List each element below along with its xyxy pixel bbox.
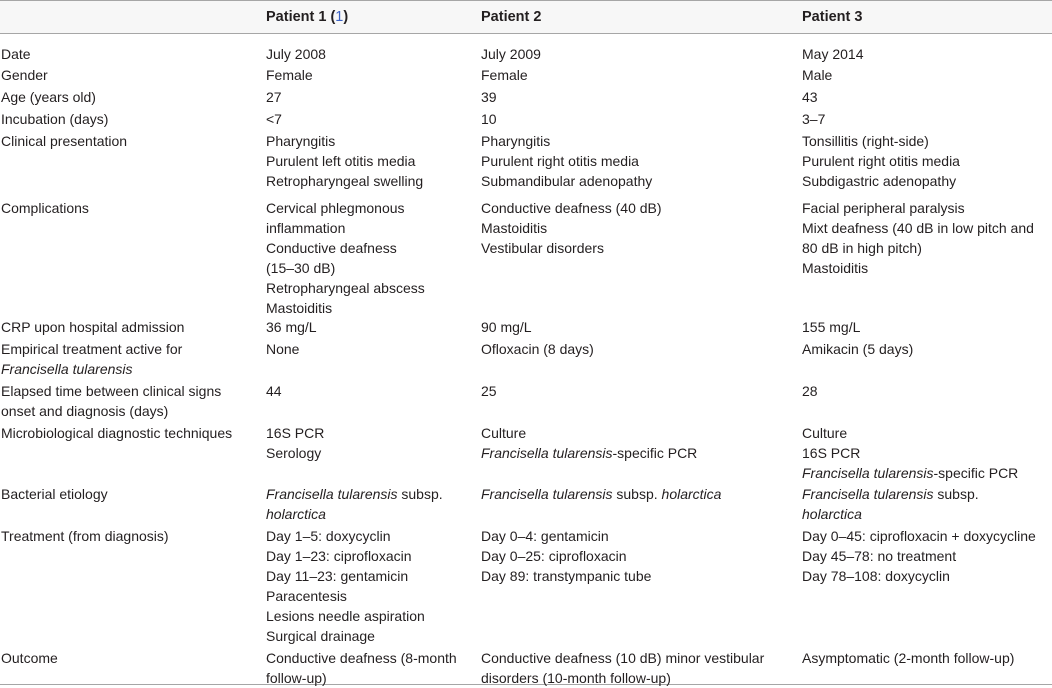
cell-line: disorders (10-month follow-up) [481,670,671,686]
patient-2-cell [481,484,721,504]
row-label [1,484,108,504]
cell-line: Empirical treatment active for [1,341,183,357]
patient-1-cell [266,484,443,524]
row-label [1,648,58,668]
cell-line: onset and diagnosis (days) [1,403,169,419]
cell-line: 43 [802,89,818,105]
header-patient-1 [266,8,348,26]
cell-line: Incubation (days) [1,111,109,127]
cell-line: Elapsed time between clinical signs [1,383,222,399]
patient-3-cell [802,381,818,401]
cell-line: 16S PCR [266,425,325,441]
cell-line: Microbiological diagnostic techniques [1,425,233,441]
cell-line: Surgical drainage [266,628,375,644]
row-label [1,131,127,151]
cell-line: Female [481,67,528,83]
cell-line: Pharyngitis [481,133,551,149]
cell-line: 16S PCR [802,445,861,461]
row-label [1,87,96,107]
cell-line: 3–7 [802,111,826,127]
row-label [1,109,108,129]
cell-line: Purulent left otitis media [266,153,416,169]
patient-2-cell [481,109,497,129]
cell-line: Day 11–23: gentamicin [266,568,409,584]
patient-1-cell [266,526,425,646]
patient-1-cell [266,198,425,318]
cell-line: 155 mg/L [802,319,861,335]
cell-line: Conductive deafness (8-month [266,650,457,666]
patient-3-cell [802,109,825,129]
cell-line: Mixt deafness (40 dB in low pitch and [802,220,1034,236]
patient-2-cell [481,381,497,401]
cell-line: Mastoiditis [802,260,869,276]
cell-line: Retropharyngeal swelling [266,173,424,189]
patient-1-cell [266,109,282,129]
cell-line: holarctica [266,506,326,522]
cell-line: July 2008 [266,46,326,62]
cell-line: None [266,341,300,357]
patient-3-cell [802,65,832,85]
cell-line: 36 mg/L [266,319,317,335]
cell-line: 80 dB in high pitch) [802,240,922,256]
patient-2-cell [481,198,662,258]
cell-line: (15–30 dB) [266,260,336,276]
cell-line: holarctica [802,506,862,522]
patient-1-cell [266,65,313,85]
cell-line: Gender [1,67,48,83]
cell-line: Cervical phlegmonous [266,200,405,216]
cell-line: 25 [481,383,497,399]
cell-line: Paracentesis [266,588,347,604]
ref-close: ) [343,9,349,25]
patient-2-cell [481,648,764,688]
cell-line: Male [802,67,833,83]
cell-line: Mastoiditis [481,220,548,236]
cell-line: Day 0–45: ciprofloxacin + doxycycline [802,528,1036,544]
cell-line: Conductive deafness (40 dB) [481,200,662,216]
cell-line: inflammation [266,220,346,236]
patient-3-cell [802,44,863,64]
cell-line: Francisella tularensis subsp. [266,486,443,502]
patient-3-cell [802,317,860,337]
patient-3-cell [802,131,960,191]
cell-line: follow-up) [266,670,327,686]
cell-line: Subdigastric adenopathy [802,173,957,189]
cell-line: 44 [266,383,282,399]
header-rule [0,33,1052,34]
cell-line: Day 0–25: ciprofloxacin [481,548,627,564]
patient-1-cell [266,317,317,337]
patient-2-cell [481,339,594,359]
header-patient-1-label: Patient 1 [266,9,327,25]
patient-2-cell [481,87,497,107]
cell-line: Conductive deafness (10 dB) minor vestibular [481,650,765,666]
cell-line: Tonsillitis (right-side) [802,133,929,149]
cell-line: Lesions needle aspiration [266,608,425,624]
row-label [1,381,221,421]
cell-line: Purulent right otitis media [481,153,639,169]
patient-1-cell [266,44,326,64]
cell-line: 39 [481,89,497,105]
cell-line: Day 1–23: ciprofloxacin [266,548,412,564]
row-label [1,526,169,546]
patient-3-cell [802,198,1034,278]
patient-3-cell [802,648,1014,668]
cell-line: Complications [1,200,89,216]
row-label [1,317,184,337]
cell-line: 10 [481,111,497,127]
cell-line: Day 78–108: doxycyclin [802,568,950,584]
patient-2-cell [481,65,528,85]
cell-line: Culture [481,425,527,441]
cell-line: Culture [802,425,848,441]
patient-1-cell [266,381,282,401]
row-label [1,65,48,85]
patient-2-cell [481,44,541,64]
patient-3-cell [802,484,979,524]
patient-3-cell [802,423,1018,483]
patient-2-cell [481,526,651,586]
cell-line: Mastoiditis [266,300,333,316]
header-patient-2: Patient 2 [481,9,542,25]
cell-line: <7 [266,111,282,127]
cell-line: 90 mg/L [481,319,532,335]
cell-line: Clinical presentation [1,133,128,149]
cell-line: 28 [802,383,818,399]
cell-line: Facial peripheral paralysis [802,200,965,216]
patient-3-cell [802,87,818,107]
patient-1-cell [266,87,282,107]
table-top-rule [0,0,1052,1]
cell-line: Date [1,46,31,62]
cell-line: Conductive deafness [266,240,397,256]
cell-line: Day 0–4: gentamicin [481,528,609,544]
cell-line: Serology [266,445,322,461]
cell-line: Female [266,67,313,83]
cell-line: CRP upon hospital admission [1,319,185,335]
cell-line: Day 1–5: doxycyclin [266,528,391,544]
cell-line: Ofloxacin (8 days) [481,341,594,357]
patient-1-cell [266,131,423,191]
cell-line: Age (years old) [1,89,96,105]
row-label [1,44,31,64]
patient-2-cell [481,131,652,191]
cell-line: Pharyngitis [266,133,336,149]
cell-line: Submandibular adenopathy [481,173,653,189]
cell-line: Francisella tularensis-specific PCR [802,465,1019,481]
patient-1-cell [266,423,324,463]
patient-1-cell [266,339,299,359]
cell-line: Day 89: transtympanic tube [481,568,652,584]
ref-open: ( [326,9,336,25]
cell-line: Bacterial etiology [1,486,108,502]
patient-2-cell [481,317,532,337]
cell-line: May 2014 [802,46,864,62]
row-label [1,198,89,218]
cell-line: Treatment (from diagnosis) [1,528,169,544]
cell-line: July 2009 [481,46,541,62]
cell-line: Day 45–78: no treatment [802,548,957,564]
cell-line: Amikacin (5 days) [802,341,914,357]
row-label [1,423,232,443]
cell-line: Francisella tularensis [1,361,133,377]
cell-line: Francisella tularensis subsp. [802,486,979,502]
patient-3-cell [802,339,913,359]
reference-link-1[interactable]: 1 [335,9,344,25]
cell-line: Francisella tularensis-specific PCR [481,445,698,461]
cell-line: Outcome [1,650,58,666]
cell-line: Retropharyngeal abscess [266,280,425,296]
patient-2-cell [481,423,697,463]
row-label [1,339,182,379]
patient-3-cell [802,526,1036,586]
header-patient-3: Patient 3 [802,9,863,25]
patient-1-cell [266,648,457,688]
cell-line: Purulent right otitis media [802,153,960,169]
cell-line: Vestibular disorders [481,240,604,256]
cell-line: 27 [266,89,282,105]
cell-line: Asymptomatic (2-month follow-up) [802,650,1015,666]
cell-line: Francisella tularensis subsp. holarctica [481,486,722,502]
